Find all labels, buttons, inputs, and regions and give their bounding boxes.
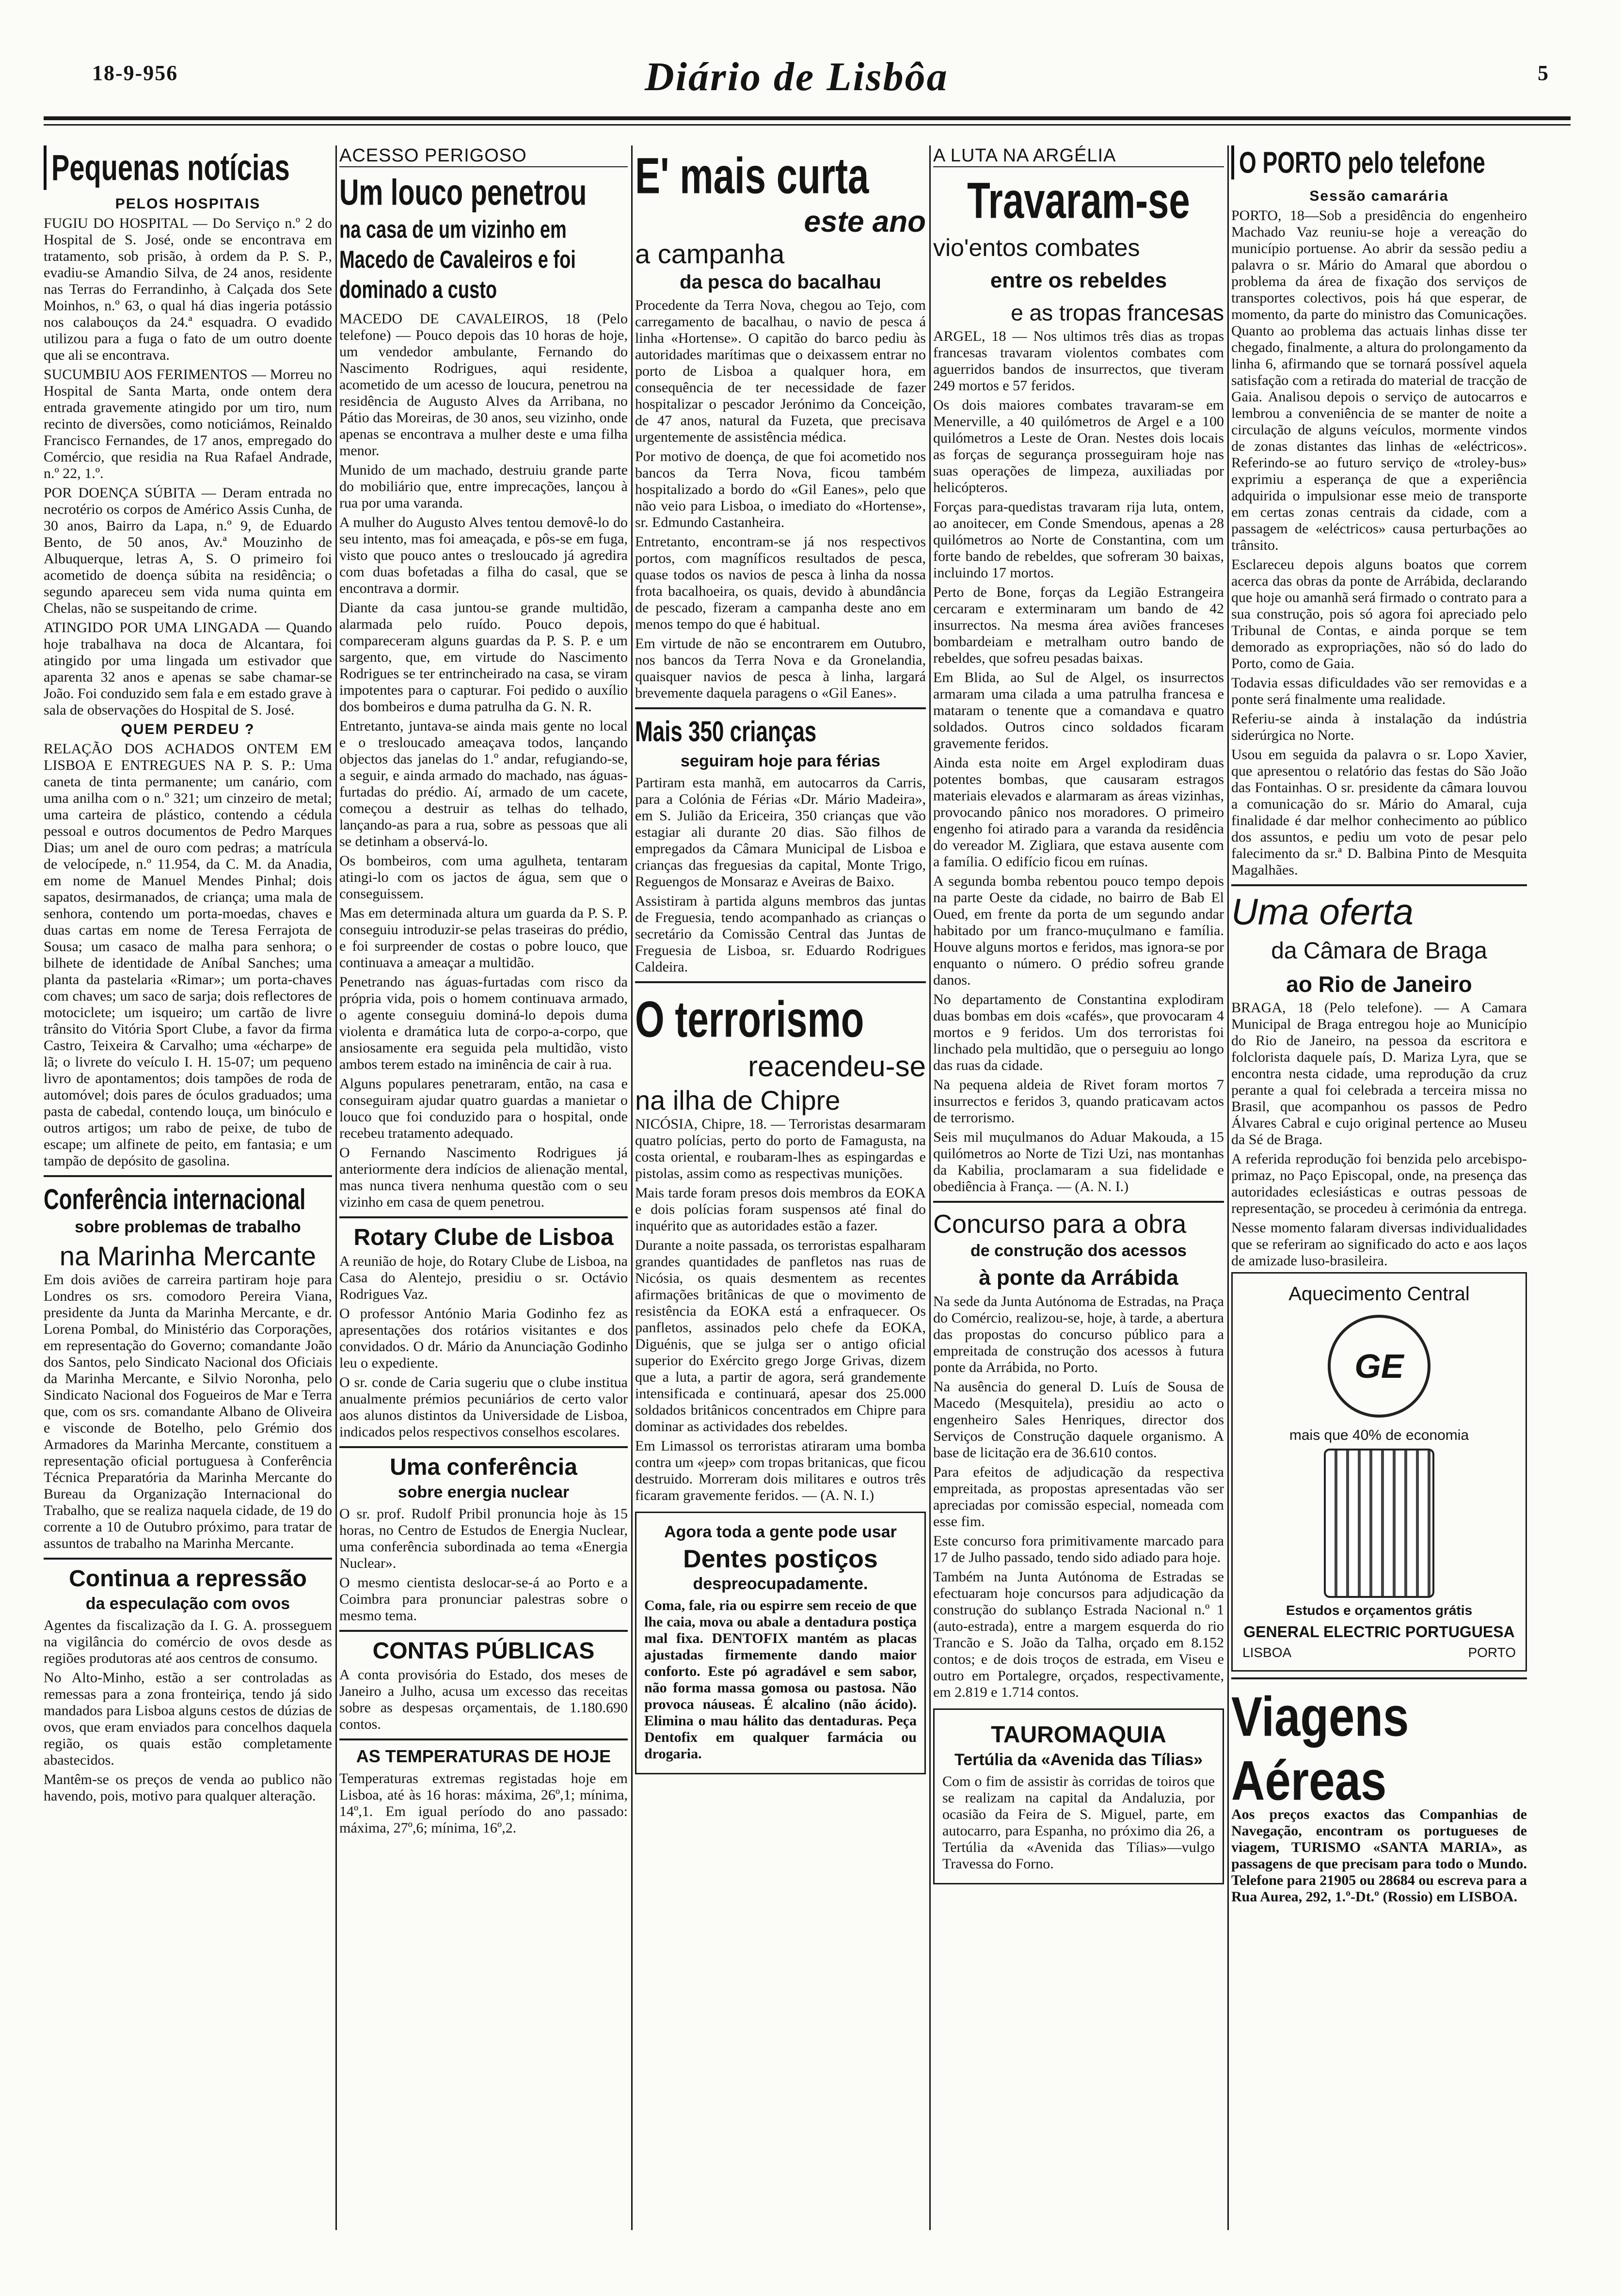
article-text: SUCUMBIU AOS FERIMENTOS — Morreu no Hospital de Santa Marta, onde ontem dera entrada gravemente atingido por um tiro, num recinto de diversões, como noticiámos, Reinaldo Francisco Fernandes, de 17 anos, empregado do Comércio, que residia na Rua Rafael Andrade, n.º 22, 1.º. [44,367,332,481]
article-text: Ainda esta noite em Argel explodiram duas potentes bombas, que causaram estragos materiais elevados e alarmaram as áreas vizinhas, provocando pânico nos moradores. O primeiro engenho foi atirado para a varanda da residência do vereador M. Zigliara, que estava ausente com a família. O edifício ficou em ruínas. [933,755,1224,870]
ad-text: Aos preços exactos das Companhias de Navegação, encontram os portugueses de viagem, TURISMO «SANTA MARIA», as passagens de que precisam para todo o Mundo. Telefone para 21905 ou 28684 ou escreva para a Rua Aurea, 292, 1.º-Dt.º (Rossio) em LISBOA. [1231,1806,1527,1905]
subheadline: a campanha [635,239,785,269]
column-divider [631,145,633,2230]
headline-travaram-se: Travaram-se [967,171,1190,229]
ad-estudos: Estudos e orçamentos grátis [1286,1603,1473,1618]
headline-pequenas-noticias: Pequenas notícias [44,145,332,190]
article-text: Temperaturas extremas registadas hoje em Lisboa, até às 16 horas: máxima, 26º,1; mínima, 14º,1. Em igual período do ano passado: máxima, 27º,6; mínima, 16º,2. [339,1770,628,1836]
article-text: Referiu-se ainda à instalação da indústria siderúrgica no Norte. [1231,711,1527,743]
headline-rotary: Rotary Clube de Lisboa [353,1225,614,1250]
masthead-rule [44,116,1571,120]
article-text: Mais tarde foram presos dois membros da EOKA e dois polícias foram suspensos até final do inquérito que as autoridades estão a fazer. [635,1185,926,1234]
subheadline: entre os rebeldes [990,269,1167,292]
column-1 [44,145,332,2269]
article-text: O sr. conde de Caria sugeriu que o clube institua anualmente prémios pecuniários de certo valor aos alunos distintos da Universidade de Lisboa, indicados pelos respectivos conselhos escolares. [339,1374,628,1440]
article-text: Em Limassol os terroristas atiraram uma bomba contra um «jeep» com tropas britanicas, que ficou destruido. Morreram dois militares e outros três ficaram gravemente feridos. — (A. N. I.) [635,1438,926,1503]
subheadline: à ponte da Arrábida [979,1266,1178,1290]
article-text: O professor António Maria Godinho fez as apresentações dos rotários visitantes e dos convidados. O dr. Mário da Anunciação Godinho leu o expediente. [339,1306,628,1371]
ad-lisboa: LISBOA [1242,1645,1292,1660]
headline-concurso: Concurso para a obra [933,1210,1187,1239]
article-rule [635,981,926,983]
ad-economy: mais que 40% de economia [1289,1427,1469,1443]
article-text: O mesmo cientista deslocar-se-á ao Porto e a Coimbra para pronunciar palestras sobre o mesmo tema. [339,1575,628,1624]
article-text: Os dois maiores combates travaram-se em Menerville, a 40 quilómetros de Argel e a 100 quilómetros a Leste de Oran. Nestes dois locais as forças de segurança prosseguiram hoje nas suas operações de limpeza, auxiliadas por helicópteros. [933,397,1224,495]
headline-temperaturas: AS TEMPERATURAS DE HOJE [356,1746,611,1766]
tauromaquia-box [933,1708,1224,1884]
kicker: ACESSO PERIGOSO [339,145,628,167]
subheadline: na ilha de Chipre [635,1085,841,1116]
article-text: MACEDO DE CAVALEIROS, 18 (Pelo telefone) — Pouco depois das 10 horas de hoje, um vendedor ambulante, Fernando do Nascimento Rodrigues, aqui residente, acometido de um acesso de loucura, penetrou na residência de Augusto Alves da Arribana, no Pátio das Moreiras, de 30 anos, seu vizinho, onde apenas se encontrava a mulher deste e uma filha menor. [339,311,628,459]
article-text: Mas em determinada altura um guarda da P. S. P. conseguiu introduzir-se pelas traseiras do prédio, e foi surpreender de costas o pobre louco, que continuava a ameaçar a multidão. [339,905,628,971]
article-text: FUGIU DO HOSPITAL — Do Serviço n.º 2 do Hospital de S. José, onde se encontrava em tratamento, sob prisão, à ordem da P. S. P., evadiu-se Amandio Silva, de 24 anos, residente nas Terras do Ferrandinho, à Calçada dos Sete Moinhos, n.º 63, o qual há dias ingeria potássio nos calabouços da 24.ª esquadra. O evadido utilizou para a fuga o fato de um outro doente que ali se encontrava. [44,215,332,363]
article-text: Todavia essas dificuldades vão ser removidas e a ponte será finalmente uma realidade. [1231,675,1527,707]
column-4 [933,145,1224,2269]
article-text: A reunião de hoje, do Rotary Clube de Lisboa, na Casa do Alentejo, presidiu o sr. Octávio Rodrigues Vaz. [339,1253,628,1302]
article-text: ARGEL, 18 — Nos ultimos três dias as tropas francesas travaram violentos combates com aguerridos bandos de insurrectos, que tiveram 249 mortos e 57 feridos. [933,328,1224,394]
headline-viagens-aereas: Viagens Aéreas [1231,1686,1409,1812]
article-text: Os bombeiros, com uma agulheta, tentaram atingi-lo com os jactos de água, sem que o conseguissem. [339,853,628,902]
article-rule [44,1558,332,1560]
ad-title: Dentes postiços [683,1545,878,1573]
ge-heating-ad [1231,1272,1527,1672]
article-text: Em Blida, ao Sul de Algel, os insurrectos armaram uma cilada a uma patrulha francesa e mataram o tenente que a comandava e quatro soldados. Outros cinco soldados ficaram gravemente feridos. [933,670,1224,751]
article-text: Mantêm-se os preços de venda ao publico não havendo, pois, motivo para qualquer alteração. [44,1771,332,1804]
article-text: A conta provisória do Estado, dos meses de Janeiro a Julho, acusa um excesso das receitas sobre as despesas orçamentais, de 1.180.690 contos. [339,1667,628,1732]
masthead-rule-thin [44,124,1571,126]
article-text: Procedente da Terra Nova, chegou ao Tejo, com carregamento de bacalhau, o navio de pesca á linha «Hortense». O capitão do barco pediu às autoridades marítimas que o deixassem entrar no porto de Lisboa a qualquer hora, em consequência de ter necessidade de fazer hospitalizar o pescador Jerónimo da Conceição, de 47 anos, natural da Fuzeta, que precisava urgentemente de assistência médica. [635,297,926,445]
article-text: Nesse momento falaram diversas individualidades que se referiram ao significado do acto e aos laços de amizade luso-brasileira. [1231,1220,1527,1269]
subheadline: ao Rio de Janeiro [1286,972,1472,997]
headline-contas-publicas: CONTAS PÚBLICAS [372,1638,595,1664]
subheadline: da especulação com ovos [85,1594,290,1613]
section-sessao-camararia: Sessão camarária [1309,188,1449,204]
headline-louco: Um louco penetrou [339,171,587,213]
article-text: RELAÇÃO DOS ACHADOS ONTEM EM LISBOA E ENTREGUES NA P. S. P.: Uma caneta de tinta permanente; um canário, com uma anilha com o n.º 321; um cinzeiro de metal; uma carteira de plástico, contendo a cédula pessoal e outros documentos de Pedro Marques Dias; um anel de ouro com pedras; a matrícula de velocípede, n.º 11.954, da C. M. da Anadia, em nome de Manuel Mendes Pinhal; dois sapatos, desirmanados, de criança; uma mala de senhora, contendo um porta-moedas, chaves e duas cartas em nome de Teresa Ferrajota de Sousa; um casaco de malha para senhora; o bilhete de identidade de Aníbal Sanches; uma planta da pastelaria «Rimar»; um porta-chaves com chaves; um saco de sarja; dois reflectores de motociclete; um isqueiro; um cartão de livre trânsito do Vitória Sport Clube, a favor da firma Castro, Teixeira & Carvalho; uma «écharpe» de lã; o livrete do veículo I. H. 15-07; um pequeno livro de apontamentos; dois tampões de roda de automóvel; dois pares de óculos graduados; uma pasta de cabedal, contendo louça, um binóculo e outros artigos; um rabo de peixe, de tubo de escape; um alfinete de peito, em fantasia; e um tampão de depósito de gasolina. [44,741,332,1169]
subheadline: da Câmara de Braga [1271,938,1487,964]
subheadline: da pesca do bacalhau [680,271,881,293]
article-rule [339,1446,628,1448]
article-text: O sr. prof. Rudolf Pribil pronuncia hoje às 15 horas, no Centro de Estudos de Energia Nuclear, uma conferência subordinada ao tema «Energia Nuclear». [339,1506,628,1571]
ge-logo-icon: GE [1328,1315,1430,1418]
article-text: Entretanto, juntava-se ainda mais gente no local e o tresloucado ameaçava todos, lançando objectos das janelas do 1.º andar, refugiando-se, a seguir, e ainda armado do machado, nas águas-furtadas do prédio. Aí, armado de um cacete, começou a destruir as telhas do telhado, lançando-as para a rua, sobre as pessoas que ali se detinham a observá-lo. [339,718,628,849]
column-3 [635,145,926,2269]
article-text: Durante a noite passada, os terroristas espalharam grandes quantidades de panfletos nas ruas de Nicósia, os quais desmentem as recentes afirmações britânicas de que o movimento de resistência da EOKA está a enfraquecer. Os panfletos, assinados pelo chefe da EOKA, Diguénis, que se julga ser o antigo oficial superior do Exército grego Jorge Grivas, dizem que a luta, a partir de agora, será grandemente intensificada e continuará, apesar dos 25.000 soldados britânicos concentrados em Chipre para dominar as actividades dos rebeldes. [635,1237,926,1435]
article-text: Penetrando nas águas-furtadas com risco da própria vida, pois o homem continuava armado, o agente conseguiu dominá-lo depois duma violenta e dramática luta de corpo-a-corpo, que ansiosamente era seguida pela multidão, visto ambos terem estado na iminência de cair à rua. [339,974,628,1072]
ad-porto: PORTO [1468,1645,1516,1660]
ad-title: Aquecimento Central [1288,1283,1470,1305]
ad-text: Coma, fale, ria ou espirre sem receio de que lhe caia, mova ou abale a dentadura postiça mal fixa. DENTOFIX mantém as placas ajustadas firmemente dando maior conforto. Este pó agradável e sem sabor, não forma massa gomosa ou pastosa. Não provoca náuseas. É alcalino (não ácido). Elimina o mau hálito das dentaduras. Peça Dentofix em qualquer farmácia ou drogaria. [644,1597,917,1762]
article-rule [933,1201,1224,1203]
radiator-icon [1324,1449,1434,1598]
article-text: A referida reprodução foi benzida pelo arcebispo-primaz, no Paço Episcopal, onde, na presença das autoridades eclesiásticas e outras pessoas de representação, se procedeu à cerimónia da entrega. [1231,1151,1527,1216]
headline-porto-telefone: O PORTO pelo telefone [1231,145,1527,179]
article-text: Assistiram à partida alguns membros das juntas de Freguesia, tendo acompanhado as crianças o secretário da Comissão Central das Juntas de Freguesia de Lisboa, sr. Eduardo Rodrigues Caldeira. [635,893,926,975]
article-text: NICÓSIA, Chipre, 18. — Terroristas desarmaram quatro polícias, perto do porto de Famagusta, na costa oriental, e roubaram-lhes as espingardas e pistolas, assim como as respectivas munições. [635,1116,926,1181]
subheadline-large: na Marinha Mercante [59,1241,317,1271]
headline-repressao: Continua a repressão [69,1566,307,1592]
article-text: Seis mil muçulmanos do Aduar Makouda, a 15 quilómetros ao Norte de Tizi Uzi, nas montanhas da Kabilia, proclamaram a sua fidelidade e obediência à França. — (A. N. I.) [933,1129,1224,1195]
article-text: POR DOENÇA SÚBITA — Deram entrada no necrotério os corpos de Américo Assis Cunha, de 30 anos, Bairro da Lapa, n.º 9, de Eduardo Bento, de 50 anos, Av.ª Mouzinho de Albuquerque, letras A, S. O primeiro foi acometido de doença súbita na residência; o segundo apareceu sem vida numa quinta em Chelas, não se suspeitando de crime. [44,485,332,616]
article-text: Na sede da Junta Autónoma de Estradas, na Praça do Comércio, realizou-se, hoje, à tarde, a abertura das propostas do concurso público para a empreitada de construção dos acessos à futura ponte da Arrábida, no Porto. [933,1293,1224,1375]
article-text: Agentes da fiscalização da I. G. A. prosseguem na vigilância do comércio de ovos desde as regiões produtoras até aos centros de consumo. [44,1617,332,1666]
subheadline: sobre problemas de trabalho [75,1218,301,1236]
article-text: Diante da casa juntou-se grande multidão, alarmada pelo ruído. Pouco depois, compareceram alguns guardas da P. S. P. e um sargento, que, em virtude do Nascimento Rodrigues se ter entrincheirado na casa, se viram impotentes para o capturar. Foi pedido o auxílio dos bombeiros e duma patrulha da G. N. R. [339,600,628,715]
article-text: A segunda bomba rebentou pouco tempo depois na parte Oeste da cidade, no bairro de Bab El Oued, em frente da porta de um segundo andar habitado por um franco-muçulmano e família. Houve alguns mortos e feridos, mas ignora-se por enquanto o número. O prédio sofreu grande danos. [933,873,1224,988]
article-text: O Fernando Nascimento Rodrigues já anteriormente dera indícios de alienação mental, mas nunca tivera nenhuma questão com o seu vizinho em casa de quem penetrou. [339,1145,628,1210]
article-text: ATINGIDO POR UMA LINGADA — Quando hoje trabalhava na doca de Alcantara, foi atingido por uma lingada um estivador que aparenta 32 anos e apenas se sabe chamar-se João. Foi conduzido sem fala e em estado grave à sala de observações do Hospital de S. José. [44,620,332,718]
column-divider [1227,145,1229,2230]
headline-mais-curta: E' mais curta [635,146,869,205]
subheadline: vio'entos combates [933,234,1140,261]
ad-subtitle: despreocupadamente. [693,1575,868,1593]
article-text: PORTO, 18—Sob a presidência do engenheiro Machado Vaz reuniu-se hoje a vereação do município portuense. Ao abrir da sessão pediu a palavra o sr. Mário do Amaral que abordou o problema da área de fixação dos serviços de transportes colectivos, pois há que esperar, de momento, da parte do ministro das Comunicações. Quanto ao problema das actuais linhas disse ter chegado, finalmente, a altura do prolongamento da linha 6, afirmando que se tornará possível aquela satisfação com a retirada do material de tracção de Gaia. Analisou depois o serviço de autocarros e lembrou a conveniência de se manter de noite a circulação de alguns veículos, mormente vindos de zonas distantes das linhas de «eléctricos». Referindo-se ao futuro serviço de «troley-bus» exprimiu a esperança de que a experiência adquirida o impulsionar esse meio de transporte em certas zonas centrais da cidade, com a passagem de «eléctricos» causa perturbações ao trânsito. [1231,207,1527,553]
headline-este-ano: este ano [804,205,926,239]
article-text: Para efeitos de adjudicação da respectiva empreitada, as propostas apresentadas vão ser apreciadas por comissão especial, nomeada com esse fim. [933,1464,1224,1530]
article-rule [635,707,926,709]
article-text: BRAGA, 18 (Pelo telefone). — A Camara Municipal de Braga entregou hoje ao Município do Rio de Janeiro, na pessoa da escritora e folclorista daquele país, D. Mariza Lyra, que se encontra nesta cidade, uma reprodução da cruz perante a qual foi celebrada a terceira missa no Brasil, que acompanhou os passos de Pedro Álvares Cabral e cujo original pertence ao Museu da Sé de Braga. [1231,1000,1527,1148]
subheadline: Tertúlia da «Avenida das Tílias» [954,1751,1203,1769]
column-divider [929,145,931,2230]
article-text: A mulher do Augusto Alves tentou demovê-lo do seu intento, mas foi ameaçada, e pôs-se em fuga, visto que pouco antes o tresloucado já agredira com duas bofetadas a filha do casal, que se encontrava a dormir. [339,514,628,596]
article-rule [339,1216,628,1218]
article-text: Por motivo de doença, de que foi acometido nos bancos da Terra Nova, ficou também hospitalizado a bordo do «Gil Eanes», pelo que não veio para Lisboa, o imediato do «Hortense», sr. Edmundo Castanheira. [635,448,926,530]
column-divider [335,145,337,2230]
subheadline: na casa de um vizinho em Macedo de Cavaleiros e foi dominado a custo [339,216,576,304]
headline-mais-350: Mais 350 crianças [635,716,817,748]
page-number: 5 [1538,61,1548,85]
article-text: Em dois aviões de carreira partiram hoje para Londres os srs. comodoro Pereira Viana, presidente da Junta da Marinha Mercante, e dr. Lorena Pombal, do Ministério das Corporações, em representação do Governo; comandante João dos Santos, pelo Sindicato Nacional dos Oficiais da Marinha Mercante, e Silvio Noronha, pelo Sindicato Nacional dos Fogueiros de Mar e Terra que, com os srs. comandante Albano de Oliveira e visconde de Botelho, pelo Grémio dos Armadores da Marinha Mercante, constituem a representação oficial portuguesa à Conferência Técnica Preparatória da Marinha Mercante do Bureau da Organização Internacional do Trabalho, que se realiza naquela cidade, de 19 do corrente a 10 de Outubro próximo, para tratar de assuntos de trabalho na Marinha Mercante. [44,1272,332,1551]
section-hospitais: PELOS HOSPITAIS [115,196,261,212]
article-text: Na ausência do general D. Luís de Sousa de Macedo (Mesquitela), presidiu ao acto o engenheiro Sales Henriques, director dos Serviços de Construção daquele organismo. A base de licitação era de 36.610 contos. [933,1379,1224,1461]
article-rule [339,1630,628,1632]
section-quem-perdeu: QUEM PERDEU ? [121,721,255,737]
subheadline: reacendeu-se [748,1050,926,1083]
headline-oferta: Uma oferta [1231,892,1414,933]
ad-pretitle: Agora toda a gente pode usar [664,1523,897,1541]
article-text: Alguns populares penetraram, então, na casa e conseguiram ajudar quatro guardas a manietar o louco que foi conduzido para o hospital, onde recebeu tratamento adequado. [339,1076,628,1141]
article-rule [339,1738,628,1740]
ad-company: GENERAL ELECTRIC PORTUGUESA [1243,1623,1515,1641]
article-text: Esclareceu depois alguns boatos que correm acerca das obras da ponte de Arrábida, declarando que hoje ou amanhã será firmado o contrato para a sua construção, pois só agora foi apreciado pelo Tribunal de Contas, e ainda porque se tem demorado as expropriações, não só do lado do Porto, como de Gaia. [1231,557,1527,671]
article-text: Forças para-quedistas travaram rija luta, ontem, ao anoitecer, em Conde Smendous, apenas a 28 quilómetros ao Norte de Constantina, com um forte bando de rebeldes, que sofreram 30 baixas, incluindo 17 mortos. [933,499,1224,581]
article-text: Este concurso fora primitivamente marcado para 17 de Julho passado, tendo sido adiado para hoje. [933,1533,1224,1565]
article-rule [1231,884,1527,886]
article-text: Munido de um machado, destruiu grande parte do mobiliário que, entre imprecações, lançou à rua por uma varanda. [339,462,628,511]
article-text: No Alto-Minho, estão a ser controladas as remessas para a zona fronteiriça, tendo já sido mandados para Lisboa alguns cestos de dúzias de ovos, que eram enviados para concelhos daquela região, os quais estão completamente abastecidos. [44,1670,332,1768]
article-text: Também na Junta Autónoma de Estradas se efectuaram hoje concursos para adjudicação da construção do sublanço Estrada Nacional n.º 1 (auto-estrada), entre a margem esquerda do rio Trancão e S. João da Talha, orçado em 8.152 contos; e de dois troços de estrada, em Viseu e outro em Portalegre, orçados, respectivamente, em 2.819 e 1.714 contos. [933,1569,1224,1700]
headline-tauromaquia: TAUROMAQUIA [991,1722,1166,1748]
issue-date: 18-9-956 [92,61,178,85]
subheadline: sobre energia nuclear [397,1483,570,1501]
headline-conferencia: Conferência internacional [44,1183,306,1216]
article-text: Com o fim de assistir às corridas de toiros que se realizam na capital da Andaluzia, por ocasião da Feira de S. Miguel, parte, em autocarro, para Espanha, no próximo dia 26, a Tertúlia da «Avenida das Tílias»—vulgo Travessa do Forno. [942,1773,1215,1872]
article-text: No departamento de Constantina explodiram duas bombas em dois «cafés», que provocaram 4 mortos e 9 feridos. Um dos terroristas foi linchado pela multidão, que o perseguiu ao longo das ruas da cidade. [933,991,1224,1073]
column-2 [339,145,628,2269]
article-text: Partiram esta manhã, em autocarros da Carris, para a Colónia de Férias «Dr. Mário Madeira», em S. Julião da Ericeira, 350 crianças que vão estagiar ali durante 20 dias. São filhos de empregados da Câmara Municipal de Lisboa e crianças das freguesias da capital, Monte Trigo, Reguengos de Monsaraz e Aveiras de Baixo. [635,775,926,890]
newspaper-title: Diário de Lisbôa [645,54,949,99]
article-rule [44,1175,332,1177]
headline-terrorismo: O terrorismo [635,990,864,1048]
headline-conferencia-nuclear: Uma conferência [390,1454,577,1480]
article-rule [1231,1677,1527,1679]
dentofix-ad [635,1512,926,1774]
subheadline: seguiram hoje para férias [681,752,880,770]
column-5 [1231,145,1527,2269]
article-text: Usou em seguida da palavra o sr. Lopo Xavier, que apresentou o relatório das festas do São João das Fontainhas. O sr. presidente da câmara louvou a comunicação do sr. Mário do Amaral, cuja finalidade é dar melhor conhecimento ao público dos assuntos, e pediu um voto de pesar pelo falecimento da sr.ª D. Balbina Pinto de Mesquita Magalhães. [1231,747,1527,878]
article-text: Na pequena aldeia de Rivet foram mortos 7 insurrectos e feridos 3, quando praticavam actos de terrorismo. [933,1077,1224,1126]
subheadline: e as tropas francesas [1011,300,1224,325]
article-text: Entretanto, encontram-se já nos respectivos portos, com magníficos resultados de pesca, quase todos os navios de pesca à linha da nossa frota bacalhoeira, os quais, devido à abundância de pescado, fizeram a campanha deste ano em menos tempo do que é habitual. [635,534,926,632]
article-text: Em virtude de não se encontrarem em Outubro, nos bancos da Terra Nova e da Gronelandia, quaisquer navios de pesca à linha, largará brevemente daquela paragens o «Gil Eanes». [635,636,926,701]
kicker: A LUTA NA ARGÉLIA [933,145,1224,167]
article-text: Perto de Bone, forças da Legião Estrangeira cercaram e exterminaram um bando de 42 insurrectos. Na mesma área aviões franceses bombardeiam e metralham outro bando de rebeldes, que sofreu pesadas baixas. [933,584,1224,666]
subheadline: de construção dos acessos [970,1242,1187,1260]
